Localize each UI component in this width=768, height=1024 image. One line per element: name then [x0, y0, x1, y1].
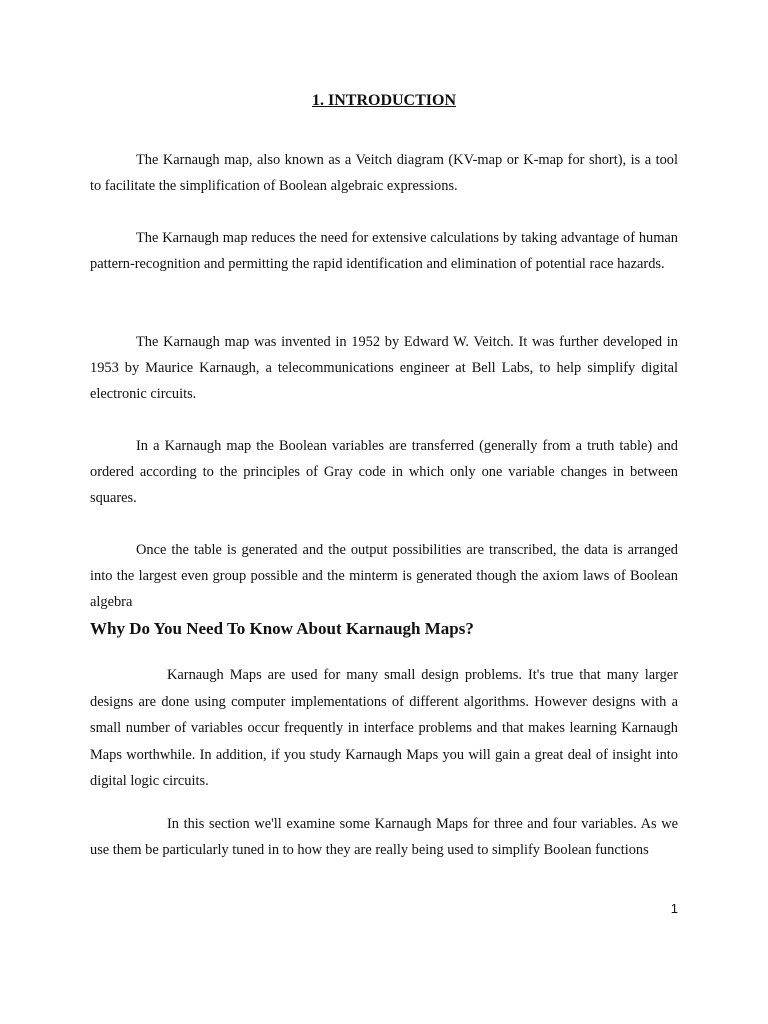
paragraph-gray-code: In a Karnaugh map the Boolean variables are transferred (generally from a truth table) and ordered according to the principles of Gray code in which only one variable changes in between squares. — [90, 438, 678, 506]
paragraph-kmap-history: The Karnaugh map was invented in 1952 by Edward W. Veitch. It was further developed in 1953 by Maurice Karnaugh, a telecommunications engineer at Bell Labs, to help simplify digital electronic circuits. — [90, 334, 678, 402]
paragraph-section-overview: In this section we'll examine some Karnaugh Maps for three and four variables. As we use them be particularly tuned in to how they are really being used to simplify Boolean functions — [90, 816, 678, 858]
paragraph-minterm: Once the table is generated and the output possibilities are transcribed, the data is arranged into the largest even group possible and the minterm is generated though the axiom laws of Boolean algebra — [90, 542, 678, 610]
paragraph-kmap-benefits: The Karnaugh map reduces the need for extensive calculations by taking advantage of human pattern-recognition and permitting the rapid identification and elimination of potential race hazards. — [90, 230, 678, 272]
page-title: 1. INTRODUCTION — [311, 92, 456, 109]
page-number: 1 — [670, 901, 678, 916]
paragraph-kmap-definition: The Karnaugh map, also known as a Veitch diagram (KV-map or K-map for short), is a tool to facilitate the simplification of Boolean algebraic expressions. — [90, 152, 678, 194]
paragraph-why-kmaps: Karnaugh Maps are used for many small design problems. It's true that many larger designs are done using computer implementations of different algorithms. However designs with a small number of variables occur frequently in interface problems and that makes learning Karnaugh Maps worthwhile. In addition, if you study Karnaugh Maps you will gain a great deal of insight into digital logic circuits. — [90, 667, 678, 789]
section-heading: Why Do You Need To Know About Karnaugh Maps? — [90, 619, 474, 638]
